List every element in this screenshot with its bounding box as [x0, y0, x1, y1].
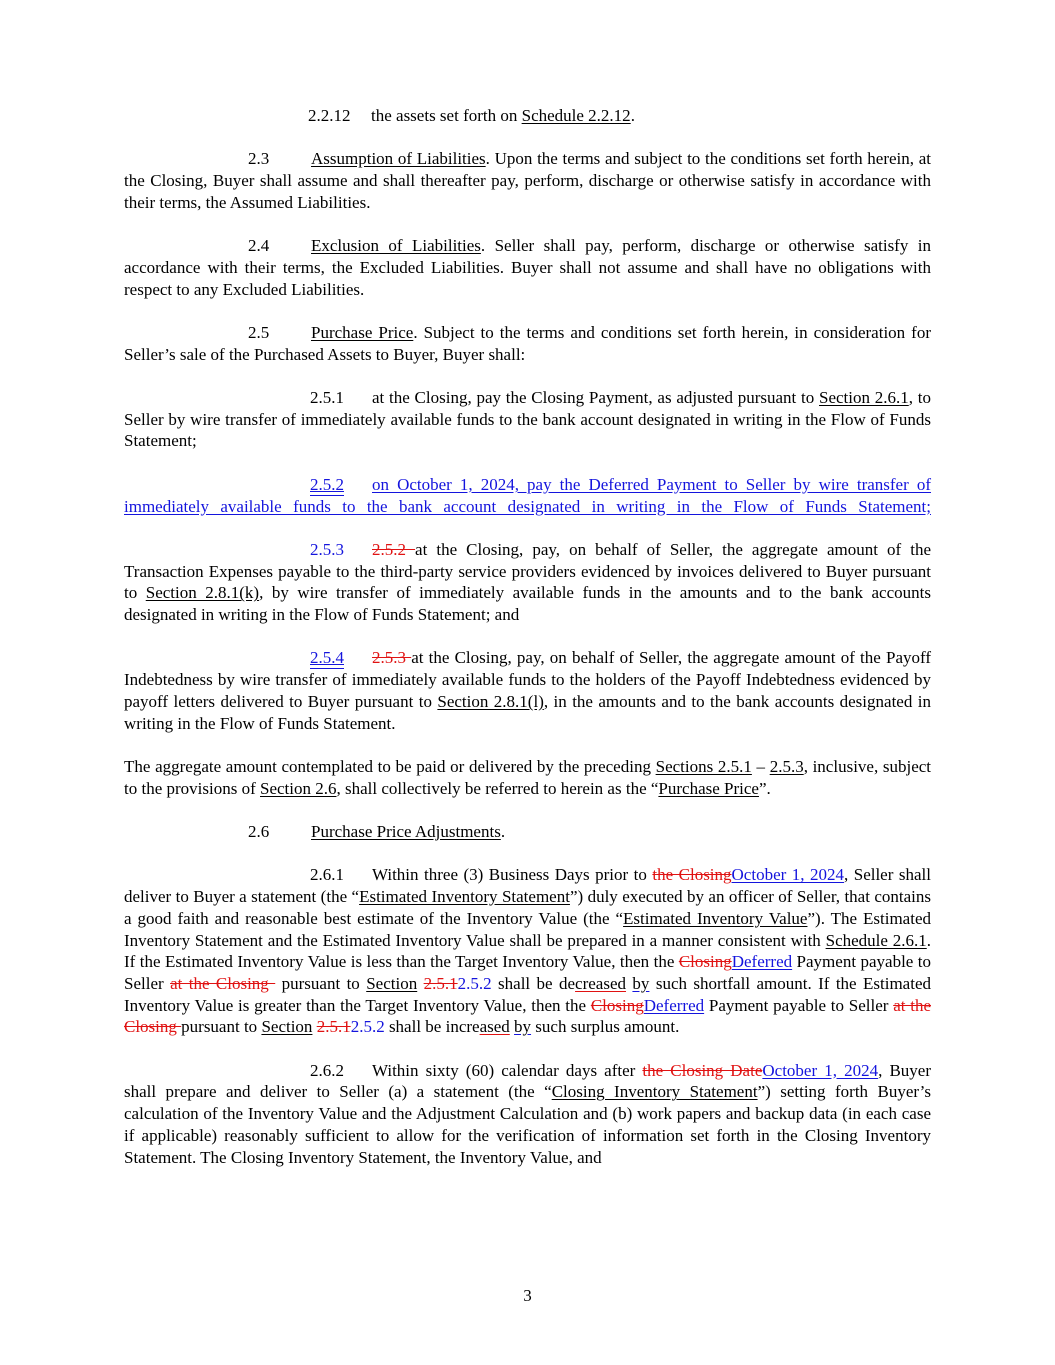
clause-number: 2.4 [248, 236, 270, 256]
clause-number: 2.3 [248, 149, 270, 169]
underlined-term: Section [366, 973, 418, 993]
deleted-text: 2.5.3 [372, 648, 412, 668]
clause-2-5-4 [124, 647, 931, 734]
inserted-text: 2.5.2 [457, 973, 492, 993]
text-run: . [500, 822, 506, 842]
clause-number: 2.5 [248, 322, 270, 342]
text-run: ”) setting forth Buyer’s calculation of the Inventory Value and the Adjustment Calculation and (b) work papers and backup data (in each case if applicable) reasonably sufficient to allow for the verification of information set forth in the Closing Inventory Statement. The Closing Inventory Statement, the Inventory Value, and [124, 1082, 931, 1167]
underlined-term: Estimated Inventory Statement [359, 887, 570, 907]
text-run: , by wire transfer of immediately available funds in the amounts and to the bank accounts designated in writing in the Flow of Funds Statement; and [124, 583, 931, 625]
section-2-6-purchase-price-adjustments [124, 821, 931, 843]
text-run: at the Closing, pay, on behalf of Seller, the aggregate amount of the Transaction Expenses payable to the third-party service providers evidenced by invoices delivered to Buyer pursuant to [124, 539, 932, 603]
inserted-text: October 1, 2024 [762, 1060, 879, 1080]
clause-number-tab [310, 1060, 372, 1082]
underlined-term: Closing Inventory Statement [551, 1082, 758, 1102]
section-2-3-assumption-of-liabilities [124, 148, 931, 213]
text-run: . Subject to the terms and conditions set forth herein, in consideration for Seller’s sale of the Purchased Assets to Buyer, Buyer shall: [124, 322, 931, 364]
text-run: pursuant to [275, 973, 367, 993]
text-run: ”). The Estimated Inventory Statement and the Estimated Inventory Value shall be prepared in a manner consistent with [124, 908, 931, 950]
clause-number: 2.5.3 [310, 539, 344, 559]
deleted-text: 2.5.2 [372, 539, 416, 559]
text-run: the assets set forth on [371, 106, 522, 125]
deleted-text: the Closing [652, 865, 732, 885]
underlined-term: Purchase Price [658, 778, 759, 798]
underlined-term: Assumption of Liabilities [311, 149, 486, 169]
underlined-term: Exclusion of Liabilities [311, 236, 481, 256]
underlined-term: Sections 2.5.1 [655, 756, 752, 776]
text-run: , Seller shall deliver to Buyer a statement (the “ [124, 865, 931, 907]
text-run: pursuant to [181, 1017, 262, 1037]
underlined-term: 2.5.3 [769, 756, 804, 776]
text-run: , shall collectively be referred to herein as the “ [336, 778, 659, 798]
text-run: , inclusive, subject to the provisions of [124, 756, 932, 798]
text-run: at the Closing, pay the Closing Payment, as adjusted pursuant to [372, 388, 820, 408]
text-run: at the Closing, pay, on behalf of Seller, the aggregate amount of the Payoff Indebtedness by wire transfer of immediately available funds to the holders of the Payoff Indebtedness evidenced by payoff letters delivered to Buyer pursuant to [124, 648, 932, 711]
page-number: 3 [523, 1286, 532, 1306]
inserted-text: Deferred [643, 995, 705, 1015]
text-run: Within sixty (60) calendar days after [372, 1060, 643, 1080]
text-run: . [630, 106, 635, 125]
text-run: , in the amounts and to the bank accounts designated in writing in the Flow of Funds Statement. [124, 691, 931, 733]
clause-number-tab [310, 864, 372, 886]
clause-number-tab [248, 322, 311, 344]
document-body [124, 105, 931, 1168]
inserted-text: Deferred [731, 952, 793, 972]
paragraph-aggregate-purchase-price [124, 756, 931, 799]
clause-number-tab [308, 105, 371, 127]
clause-number-tab [310, 647, 372, 669]
clause-2-6-1 [124, 864, 931, 1038]
clause-number: 2.5.1 [310, 388, 344, 408]
clause-number: 2.5.2 [310, 474, 344, 494]
text-run: shall be de [491, 973, 576, 993]
underlined-term: Section 2.8.1(k) [145, 583, 260, 603]
underlined-term: Schedule 2.6.1 [825, 930, 927, 950]
clause-number-tab [248, 235, 311, 257]
underlined-term: Estimated Inventory Value [623, 908, 808, 928]
deleted-text: Closing [590, 995, 644, 1015]
clause-number: 2.6 [248, 822, 270, 842]
clause-2-5-1 [124, 387, 931, 452]
underlined-term: Section 2.8.1(l) [437, 691, 544, 711]
deleted-text: at the Closing [124, 995, 931, 1037]
clause-number: 2.5.4 [310, 648, 344, 668]
section-2-5-purchase-price [124, 322, 931, 365]
deleted-text: 2.5.1 [316, 1017, 351, 1037]
text-run: Payment payable to Seller [704, 995, 894, 1015]
red-underline-text: ased [479, 1017, 510, 1037]
deleted-text: the Closing Date [642, 1060, 763, 1080]
text-run: such surplus amount. [531, 1017, 680, 1037]
red-underline-text: creased [575, 973, 627, 993]
text-run: – [751, 756, 770, 776]
text-run: ”. [758, 778, 771, 798]
text-run: ”) duly executed by an officer of Seller, that contains a good faith and reasonable best estimate of the Inventory Value (the “ [124, 887, 931, 928]
inserted-text: on October 1, 2024, pay the Deferred Payment to Seller by wire transfer of immediately available funds to the bank account designated in writing in the Flow of Funds Statement; [124, 474, 931, 516]
clause-number: 2.6.1 [310, 865, 344, 885]
blue-underline-text: by [632, 973, 650, 993]
underlined-term: Section [261, 1017, 313, 1037]
clause-number-tab [248, 148, 311, 170]
section-2-4-exclusion-of-liabilities [124, 235, 931, 300]
inserted-text: 2.5.2 [350, 1017, 385, 1037]
clause-2-6-2 [124, 1060, 931, 1169]
clause-2-2-12 [124, 105, 931, 127]
deleted-text: Closing [678, 952, 732, 972]
text-run: shall be incre [384, 1017, 480, 1037]
deleted-text: 2.5.1 [423, 973, 458, 993]
clause-2-5-3 [124, 539, 931, 626]
clause-number-tab [248, 821, 311, 843]
text-run: such shortfall amount. If the Estimated Inventory Value is greater than the Target Inventory Value, then the [124, 973, 931, 1015]
clause-number: 2.2.12 [308, 106, 351, 125]
clause-2-5-2-inserted [124, 474, 931, 517]
text-run: Payment payable to Seller [124, 952, 931, 993]
text-run: Within three (3) Business Days prior to [372, 865, 653, 885]
underlined-term: Schedule 2.2.12 [521, 106, 631, 125]
text-run: , Buyer shall prepare and deliver to Seller (a) a statement (the “ [124, 1060, 931, 1102]
clause-number-tab [310, 539, 372, 561]
text-run: . If the Estimated Inventory Value is less than the Target Inventory Value, then the [124, 930, 931, 972]
deleted-text: at the Closing [170, 973, 276, 993]
clause-number: 2.6.2 [310, 1060, 344, 1080]
underlined-term: Section 2.6.1 [819, 388, 909, 408]
clause-number-tab [310, 387, 372, 409]
underlined-term: Section 2.6 [260, 778, 337, 798]
text-run: . Upon the terms and subject to the conditions set forth herein, at the Closing, Buyer shall assume and shall thereafter pay, perform, discharge or otherwise satisfy in accordance with their terms, the Assumed Liabilities. [124, 149, 931, 212]
inserted-text: October 1, 2024 [731, 865, 844, 885]
text-run: , to Seller by wire transfer of immediately available funds to the bank account designated in writing in the Flow of Funds Statement; [124, 388, 931, 451]
text-run: The aggregate amount contemplated to be paid or delivered by the preceding [124, 756, 656, 776]
underlined-term: Purchase Price Adjustments [311, 822, 501, 842]
clause-number-tab [310, 474, 372, 496]
underlined-term: Purchase Price [311, 322, 414, 342]
blue-underline-text: by [514, 1017, 532, 1037]
text-run: . Seller shall pay, perform, discharge or otherwise satisfy in accordance with their terms, the Excluded Liabilities. Buyer shall not assume and shall have no obligations with respect to any Excluded Liabilities. [124, 236, 931, 299]
